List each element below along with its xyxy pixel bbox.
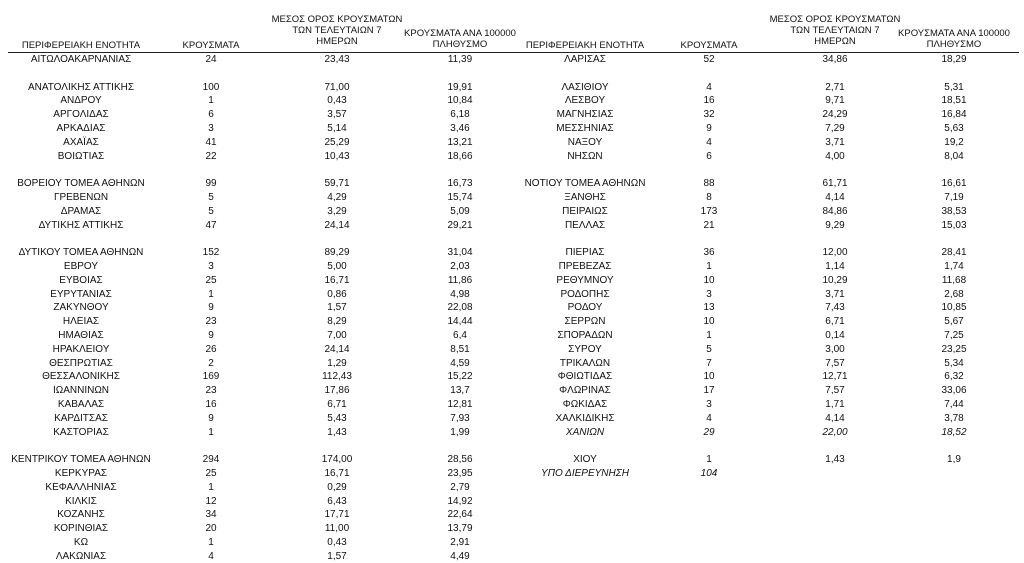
region-cell: ΚΕΝΤΡΙΚΟΥ ΤΟΜΕΑ ΑΘΗΝΩΝ <box>11 454 151 466</box>
avg-cell: 8,29 <box>327 316 347 328</box>
region-cell: ΛΑΣΙΘΙΟΥ <box>561 81 609 93</box>
cases-cell: 4 <box>706 136 712 148</box>
table-row <box>0 427 1024 439</box>
avg-cell: 1,29 <box>327 357 347 369</box>
region-cell: ΘΕΣΣΑΛΟΝΙΚΗΣ <box>42 371 120 383</box>
table-row <box>0 206 1024 218</box>
cases-cell: 2 <box>208 357 214 369</box>
table-row <box>0 385 1024 397</box>
region-cell: ΜΕΣΣΗΝΙΑΣ <box>556 123 614 134</box>
avg-cell: 17,86 <box>324 385 350 397</box>
right-header-cases: ΚΡΟΥΣΜΑΤΑ <box>680 40 738 51</box>
per100k-cell: 11,86 <box>447 274 473 286</box>
region-cell: ΧΙΟΥ <box>573 454 597 466</box>
table-row <box>0 68 1024 80</box>
cases-cell: 21 <box>703 219 715 231</box>
cases-cell: 10 <box>703 316 715 328</box>
avg-cell: 84,86 <box>822 205 848 217</box>
avg-cell: 1,57 <box>327 302 347 314</box>
region-cell: ΚΑΡΔΙΤΣΑΣ <box>54 412 108 424</box>
region-cell: ΣΠΟΡΑΔΩΝ <box>557 330 613 341</box>
avg-cell: 24,14 <box>324 343 350 355</box>
per100k-cell: 5,67 <box>944 316 964 328</box>
left-header-region: ΠΕΡΙΦΕΡΕΙΑΚΗ ΕΝΟΤΗΤΑ <box>21 40 141 51</box>
per100k-cell: 7,44 <box>944 399 964 410</box>
table-row <box>0 192 1024 204</box>
per100k-cell: 15,74 <box>447 192 473 203</box>
avg-cell: 4,29 <box>327 192 347 203</box>
per100k-cell: 18,51 <box>941 95 967 107</box>
per100k-cell: 15,22 <box>447 371 473 383</box>
cases-cell: 25 <box>205 274 217 286</box>
cases-cell: 3 <box>208 261 214 272</box>
table-row <box>0 178 1024 190</box>
cases-cell: 17 <box>703 385 715 397</box>
cases-cell: 1 <box>208 288 214 300</box>
region-cell: ΖΑΚΥΝΘΟΥ <box>53 302 109 314</box>
region-cell: ΑΝΑΤΟΛΙΚΗΣ ΑΤΤΙΚΗΣ <box>27 81 135 93</box>
table-row <box>0 371 1024 383</box>
avg-cell: 0,29 <box>327 481 347 493</box>
region-cell: ΦΘΙΩΤΙΔΑΣ <box>557 371 613 383</box>
cases-cell: 1 <box>208 537 214 548</box>
per100k-cell: 5,63 <box>944 123 964 134</box>
region-cell: ΕΥΒΟΙΑΣ <box>59 274 103 286</box>
per100k-cell: 10,85 <box>941 302 967 314</box>
per100k-cell: 18,66 <box>447 150 473 162</box>
region-cell: ΤΡΙΚΑΛΩΝ <box>559 357 611 369</box>
avg-cell: 7,57 <box>825 357 845 369</box>
avg-cell: 1,57 <box>327 550 347 562</box>
table-row <box>0 302 1024 314</box>
cases-cell: 3 <box>706 288 712 300</box>
cases-cell: 13 <box>703 302 715 314</box>
region-cell: ΔΥΤΙΚΟΥ ΤΟΜΕΑ ΑΘΗΝΩΝ <box>18 247 144 259</box>
avg-cell: 3,00 <box>825 343 845 355</box>
per100k-cell: 19,2 <box>944 136 964 148</box>
table-row <box>0 54 1024 66</box>
avg-cell: 3,29 <box>327 205 347 217</box>
cases-cell: 1 <box>706 261 712 272</box>
per100k-cell: 18,52 <box>941 426 967 438</box>
region-cell: ΠΕΙΡΑΙΩΣ <box>562 205 608 217</box>
per100k-cell: 2,03 <box>450 261 470 272</box>
region-cell: ΥΠΟ ΔΙΕΡΕΥΝΗΣΗ <box>541 468 629 479</box>
cases-cell: 9 <box>208 412 214 424</box>
table-row <box>0 95 1024 107</box>
avg-cell: 4,14 <box>825 192 845 203</box>
left-header-avg: ΜΕΣΟΣ ΟΡΟΣ ΚΡΟΥΣΜΑΤΩΝ ΤΩΝ ΤΕΛΕΥΤΑΙΩΝ 7 ΗΜΕΡΩΝ <box>271 14 403 47</box>
region-cell: ΚΙΛΚΙΣ <box>65 495 97 507</box>
cases-cell: 5 <box>208 192 214 203</box>
region-cell: ΚΑΒΑΛΑΣ <box>57 399 105 410</box>
avg-cell: 6,43 <box>327 495 347 507</box>
per100k-cell: 8,51 <box>450 343 470 355</box>
per100k-cell: 13,79 <box>447 523 473 535</box>
table-row <box>0 440 1024 452</box>
avg-cell: 22,00 <box>822 426 848 438</box>
cases-cell: 152 <box>202 247 220 259</box>
cases-cell: 1 <box>706 454 712 466</box>
avg-cell: 112,43 <box>322 371 352 383</box>
per100k-cell: 33,06 <box>941 385 967 397</box>
right-header-avg: ΜΕΣΟΣ ΟΡΟΣ ΚΡΟΥΣΜΑΤΩΝ ΤΩΝ ΤΕΛΕΥΤΑΙΩΝ 7 ΗΜΕΡΩΝ <box>769 14 901 47</box>
per100k-cell: 4,59 <box>450 357 470 369</box>
per100k-cell: 8,04 <box>944 150 964 162</box>
region-cell: ΦΩΚΙΔΑΣ <box>562 399 608 410</box>
region-cell: ΧΑΛΚΙΔΙΚΗΣ <box>555 412 615 424</box>
per100k-cell: 11,39 <box>447 54 473 65</box>
avg-cell: 25,29 <box>324 136 350 148</box>
table-row <box>0 468 1024 480</box>
region-cell: ΠΡΕΒΕΖΑΣ <box>558 261 612 272</box>
region-cell: ΔΡΑΜΑΣ <box>60 205 102 217</box>
per100k-cell: 31,04 <box>447 247 473 259</box>
cases-cell: 23 <box>205 385 217 397</box>
region-cell: ΚΩ <box>73 537 89 548</box>
per100k-cell: 29,21 <box>447 219 473 231</box>
per100k-cell: 13,7 <box>450 385 470 397</box>
region-cell: ΕΥΡΥΤΑΝΙΑΣ <box>50 288 112 300</box>
region-cell: ΛΑΡΙΣΑΣ <box>564 54 606 65</box>
avg-cell: 59,71 <box>324 178 350 190</box>
right-header-region: ΠΕΡΙΦΕΡΕΙΑΚΗ ΕΝΟΤΗΤΑ <box>525 40 645 51</box>
avg-cell: 10,29 <box>822 274 848 286</box>
avg-cell: 16,71 <box>324 468 350 479</box>
cases-cell: 47 <box>205 219 217 231</box>
cases-cell: 16 <box>205 399 217 410</box>
region-cell: ΚΕΦΑΛΛΗΝΙΑΣ <box>45 481 117 493</box>
avg-cell: 2,71 <box>825 81 845 93</box>
region-cell: ΛΑΚΩΝΙΑΣ <box>55 550 107 562</box>
cases-cell: 6 <box>208 109 214 121</box>
cases-cell: 1 <box>208 426 214 438</box>
avg-cell: 9,71 <box>825 95 845 107</box>
table-row <box>0 289 1024 301</box>
per100k-cell: 13,21 <box>447 136 473 148</box>
table-row <box>0 275 1024 287</box>
per100k-cell: 28,56 <box>447 454 473 466</box>
avg-cell: 23,43 <box>324 54 350 65</box>
region-cell: ΧΑΝΙΩΝ <box>565 426 605 438</box>
per100k-cell: 2,79 <box>450 481 470 493</box>
table-row <box>0 399 1024 411</box>
per100k-cell: 7,93 <box>450 412 470 424</box>
table-row <box>0 247 1024 259</box>
region-cell: ΡΕΘΥΜΝΟΥ <box>556 274 614 286</box>
avg-cell: 71,00 <box>324 81 350 93</box>
avg-cell: 0,14 <box>825 330 845 341</box>
region-cell: ΜΑΓΝΗΣΙΑΣ <box>556 109 614 121</box>
per100k-cell: 4,98 <box>450 288 470 300</box>
region-cell: ΗΜΑΘΙΑΣ <box>58 330 104 341</box>
table-row <box>0 233 1024 245</box>
avg-cell: 6,71 <box>825 316 845 328</box>
avg-cell: 1,14 <box>825 261 845 272</box>
avg-cell: 4,14 <box>825 412 845 424</box>
per100k-cell: 12,81 <box>447 399 473 410</box>
cases-cell: 6 <box>706 150 712 162</box>
region-cell: ΠΙΕΡΙΑΣ <box>565 247 605 259</box>
cases-cell: 1 <box>208 481 214 493</box>
avg-cell: 16,71 <box>324 274 350 286</box>
avg-cell: 0,86 <box>327 288 347 300</box>
per100k-cell: 6,32 <box>944 371 964 383</box>
per100k-cell: 5,34 <box>944 357 964 369</box>
avg-cell: 7,43 <box>825 302 845 314</box>
table-row <box>0 316 1024 328</box>
table-row <box>0 509 1024 521</box>
region-cell: ΑΡΚΑΔΙΑΣ <box>56 123 106 134</box>
per100k-cell: 5,31 <box>944 81 964 93</box>
region-cell: ΚΑΣΤΟΡΙΑΣ <box>53 426 109 438</box>
left-header-cases: ΚΡΟΥΣΜΑΤΑ <box>182 40 240 51</box>
cases-cell: 5 <box>706 343 712 355</box>
per100k-cell: 23,95 <box>447 468 473 479</box>
table-row <box>0 109 1024 121</box>
cases-cell: 3 <box>208 123 214 134</box>
region-cell: ΞΑΝΘΗΣ <box>564 192 606 203</box>
cases-cell: 169 <box>202 371 220 383</box>
table-row <box>0 82 1024 94</box>
region-cell: ΓΡΕΒΕΝΩΝ <box>53 192 109 203</box>
region-cell: ΗΛΕΙΑΣ <box>62 316 100 328</box>
avg-cell: 3,71 <box>825 288 845 300</box>
avg-cell: 12,00 <box>822 247 848 259</box>
region-cell: ΔΥΤΙΚΗΣ ΑΤΤΙΚΗΣ <box>38 219 124 231</box>
cases-cell: 32 <box>703 109 715 121</box>
cases-cell: 3 <box>706 399 712 410</box>
per100k-cell: 5,09 <box>450 205 470 217</box>
avg-cell: 1,43 <box>825 454 845 466</box>
avg-cell: 10,43 <box>324 150 350 162</box>
left-header-rule <box>8 52 520 53</box>
region-cell: ΣΥΡΟΥ <box>568 343 602 355</box>
per100k-cell: 1,74 <box>944 261 964 272</box>
region-cell: ΕΒΡΟΥ <box>63 261 99 272</box>
region-cell: ΝΗΣΩΝ <box>567 150 603 162</box>
right-header-rule <box>515 52 1019 53</box>
region-cell: ΝΟΤΙΟΥ ΤΟΜΕΑ ΑΘΗΝΩΝ <box>524 178 646 190</box>
per100k-cell: 6,4 <box>453 330 467 341</box>
cases-cell: 99 <box>205 178 217 190</box>
per100k-cell: 7,19 <box>944 192 964 203</box>
per100k-cell: 22,08 <box>447 302 473 314</box>
table-row <box>0 358 1024 370</box>
cases-cell: 22 <box>205 150 217 162</box>
cases-cell: 100 <box>202 81 220 93</box>
per100k-cell: 10,84 <box>447 95 473 107</box>
cases-cell: 9 <box>208 330 214 341</box>
cases-cell: 52 <box>703 54 715 65</box>
avg-cell: 61,71 <box>822 178 848 190</box>
region-cell: ΚΟΖΑΝΗΣ <box>57 509 105 521</box>
cases-cell: 25 <box>205 468 217 479</box>
region-cell: ΣΕΡΡΩΝ <box>564 316 606 328</box>
cases-cell: 34 <box>205 509 217 521</box>
avg-cell: 5,14 <box>327 123 347 134</box>
table-row <box>0 523 1024 535</box>
avg-cell: 9,29 <box>825 219 845 231</box>
region-cell: ΚΕΡΚΥΡΑΣ <box>54 468 108 479</box>
cases-cell: 88 <box>703 178 715 190</box>
cases-cell: 9 <box>208 302 214 314</box>
region-cell: ΗΡΑΚΛΕΙΟΥ <box>52 343 110 355</box>
table-row <box>0 344 1024 356</box>
per100k-cell: 14,92 <box>447 495 473 507</box>
table-row <box>0 261 1024 273</box>
region-cell: ΚΟΡΙΝΘΙΑΣ <box>53 523 109 535</box>
per100k-cell: 23,25 <box>941 343 967 355</box>
cases-cell: 26 <box>205 343 217 355</box>
avg-cell: 24,29 <box>822 109 848 121</box>
cases-cell: 9 <box>706 123 712 134</box>
cases-cell: 16 <box>703 95 715 107</box>
cases-cell: 104 <box>700 468 718 479</box>
avg-cell: 12,71 <box>822 371 848 383</box>
cases-cell: 5 <box>208 205 214 217</box>
table-row <box>0 137 1024 149</box>
cases-cell: 41 <box>205 136 217 148</box>
per100k-cell: 2,91 <box>450 537 470 548</box>
avg-cell: 3,71 <box>825 136 845 148</box>
left-header-per100k: ΚΡΟΥΣΜΑΤΑ ΑΝΑ 100000 ΠΛΗΘΥΣΜΟ <box>404 28 516 50</box>
avg-cell: 0,43 <box>327 537 347 548</box>
cases-cell: 1 <box>706 330 712 341</box>
avg-cell: 24,14 <box>324 219 350 231</box>
per100k-cell: 3,78 <box>944 412 964 424</box>
cases-cell: 29 <box>703 426 715 438</box>
avg-cell: 6,71 <box>327 399 347 410</box>
per100k-cell: 19,91 <box>447 81 473 93</box>
per100k-cell: 16,73 <box>447 178 473 190</box>
table-row <box>0 164 1024 176</box>
region-cell: ΑΡΓΟΛΙΔΑΣ <box>53 109 109 121</box>
region-cell: ΘΕΣΠΡΩΤΙΑΣ <box>49 357 113 369</box>
avg-cell: 7,29 <box>825 123 845 134</box>
cases-cell: 24 <box>205 54 217 65</box>
cases-cell: 36 <box>703 247 715 259</box>
avg-cell: 5,43 <box>327 412 347 424</box>
per100k-cell: 4,49 <box>450 550 470 562</box>
per100k-cell: 18,29 <box>941 54 967 65</box>
avg-cell: 3,57 <box>327 109 347 121</box>
avg-cell: 0,43 <box>327 95 347 107</box>
cases-cell: 10 <box>703 371 715 383</box>
region-cell: ΠΕΛΛΑΣ <box>564 219 606 231</box>
cases-cell: 1 <box>208 95 214 107</box>
cases-cell: 10 <box>703 274 715 286</box>
avg-cell: 5,00 <box>327 261 347 272</box>
per100k-cell: 38,53 <box>941 205 967 217</box>
per100k-cell: 7,25 <box>944 330 964 341</box>
region-cell: ΒΟΙΩΤΙΑΣ <box>57 150 105 162</box>
avg-cell: 7,00 <box>327 330 347 341</box>
table-row <box>0 537 1024 549</box>
cases-cell: 294 <box>202 454 220 466</box>
per100k-cell: 1,99 <box>450 426 470 438</box>
table-row <box>0 220 1024 232</box>
table-row <box>0 123 1024 135</box>
region-cell: ΙΩΑΝΝΙΝΩΝ <box>52 385 110 397</box>
cases-cell: 7 <box>706 357 712 369</box>
avg-cell: 7,57 <box>825 385 845 397</box>
region-cell: ΑΝΔΡΟΥ <box>60 95 102 107</box>
cases-cell: 4 <box>706 81 712 93</box>
cases-cell: 12 <box>205 495 217 507</box>
per100k-cell: 16,61 <box>941 178 967 190</box>
avg-cell: 17,71 <box>324 509 350 521</box>
region-cell: ΑΧΑΪΑΣ <box>63 136 99 148</box>
avg-cell: 11,00 <box>324 523 350 535</box>
per100k-cell: 3,46 <box>450 123 470 134</box>
avg-cell: 4,00 <box>825 150 845 162</box>
per100k-cell: 22,64 <box>447 509 473 521</box>
region-cell: ΦΛΩΡΙΝΑΣ <box>559 385 611 397</box>
table-row <box>0 551 1024 563</box>
region-cell: ΝΑΞΟΥ <box>567 136 603 148</box>
region-cell: ΑΙΤΩΛΟΑΚΑΡΝΑΝΙΑΣ <box>30 54 132 65</box>
region-cell: ΒΟΡΕΙΟΥ ΤΟΜΕΑ ΑΘΗΝΩΝ <box>17 178 145 190</box>
avg-cell: 1,43 <box>327 426 347 438</box>
cases-cell: 23 <box>205 316 217 328</box>
avg-cell: 174,00 <box>321 454 353 466</box>
table-row <box>0 482 1024 494</box>
per100k-cell: 14,44 <box>447 316 473 328</box>
cases-cell: 4 <box>706 412 712 424</box>
region-cell: ΡΟΔΟΥ <box>567 302 603 314</box>
table-row <box>0 454 1024 466</box>
per100k-cell: 16,84 <box>941 109 967 121</box>
cases-cell: 173 <box>700 205 718 217</box>
right-header-per100k: ΚΡΟΥΣΜΑΤΑ ΑΝΑ 100000 ΠΛΗΘΥΣΜΟ <box>898 28 1010 50</box>
table-row <box>0 413 1024 425</box>
region-cell: ΡΟΔΟΠΗΣ <box>560 288 610 300</box>
per100k-cell: 6,18 <box>450 109 470 121</box>
per100k-cell: 11,68 <box>941 274 967 286</box>
per100k-cell: 2,68 <box>944 288 964 300</box>
table-row <box>0 496 1024 508</box>
avg-cell: 89,29 <box>324 247 350 259</box>
avg-cell: 34,86 <box>822 54 848 65</box>
avg-cell: 1,71 <box>825 399 845 410</box>
per100k-cell: 15,03 <box>941 219 967 231</box>
table-row <box>0 330 1024 342</box>
region-cell: ΛΕΣΒΟΥ <box>564 95 606 107</box>
cases-cell: 8 <box>706 192 712 203</box>
table-row <box>0 151 1024 163</box>
cases-cell: 20 <box>205 523 217 535</box>
cases-cell: 4 <box>208 550 214 562</box>
per100k-cell: 28,41 <box>941 247 967 259</box>
per100k-cell: 1,9 <box>947 454 961 466</box>
